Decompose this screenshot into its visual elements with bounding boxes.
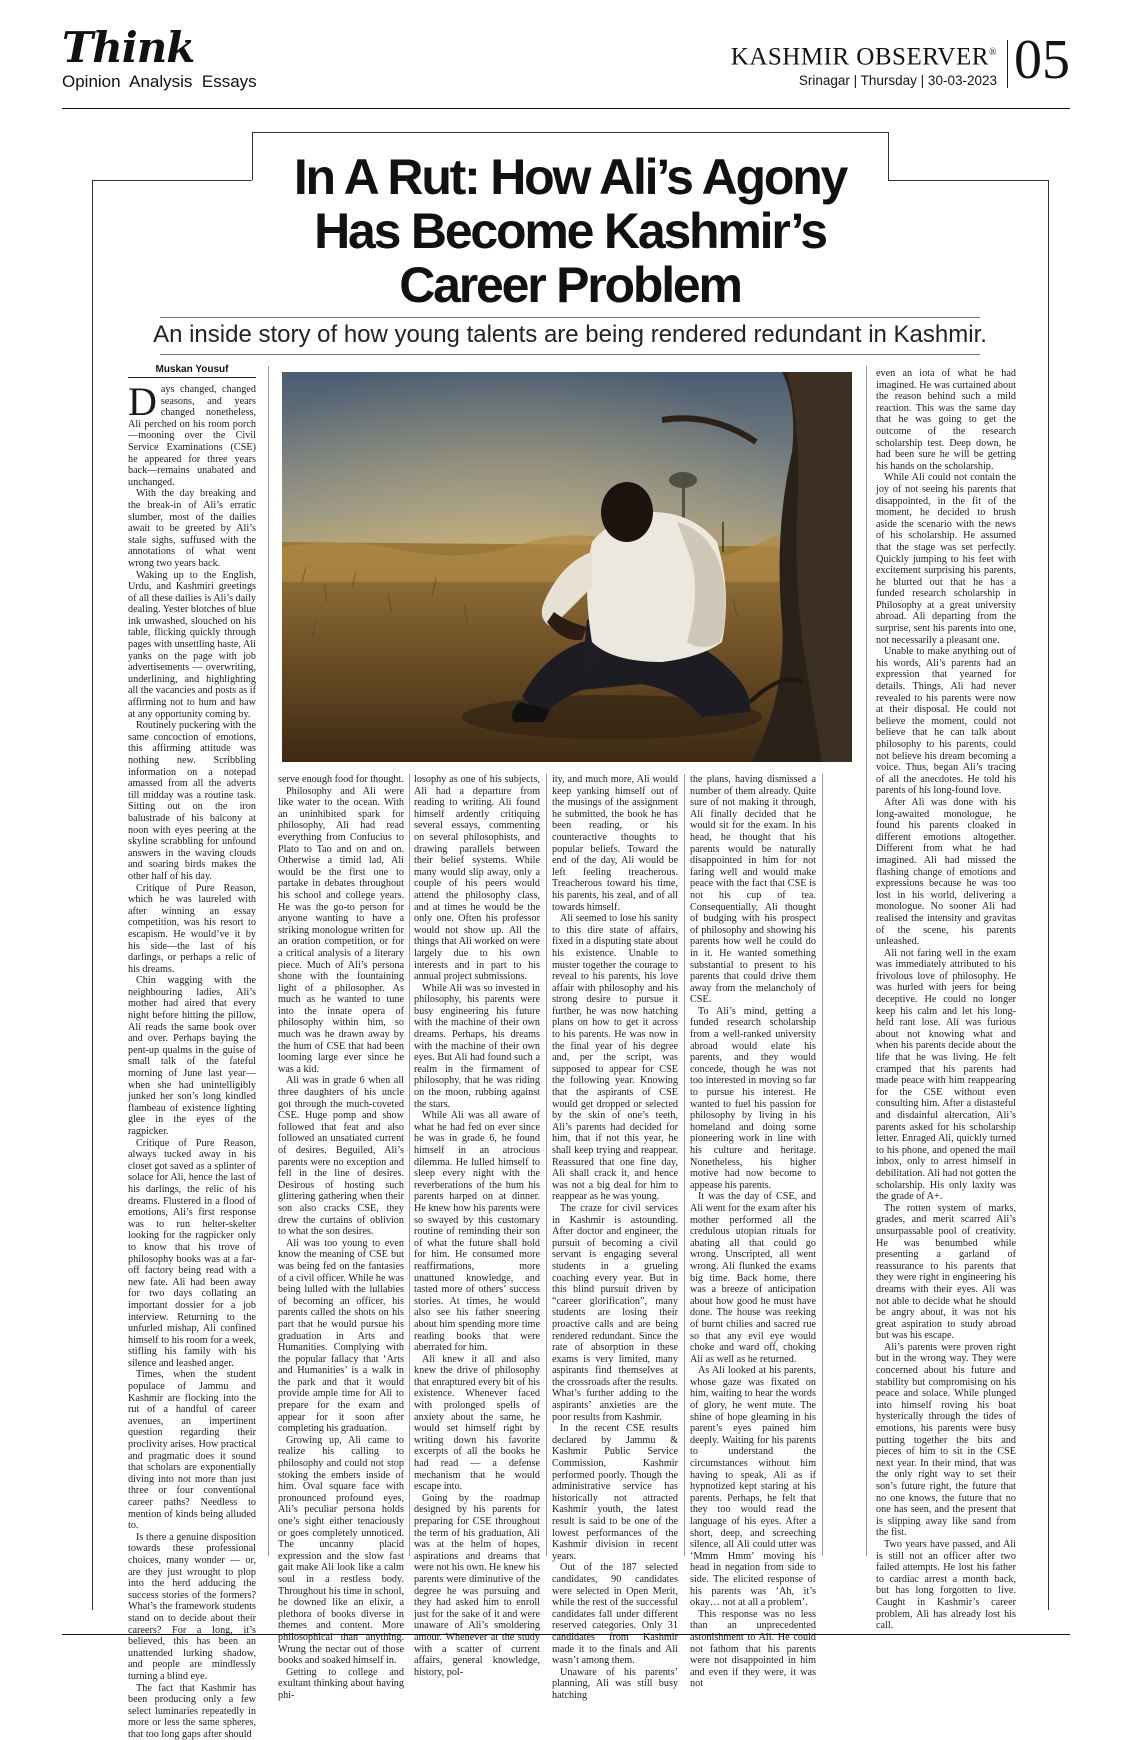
- top-rule: [62, 108, 1070, 109]
- paper-name: KASHMIR OBSERVER®: [731, 40, 997, 70]
- article-paragraph: To Ali’s mind, getting a funded research scholarship from a well-ranked university abroad would elate his parents, and they would concede, though he was not too interested in moving so far to pursue his interest. He wanted to fuel his passion for philosophy by living in his homeland and doing some pioneering work in line with his culture and heritage. Nonetheless, his higher motive had now become to appease his parents.: [690, 1006, 816, 1192]
- article-paragraph: While Ali was so invested in philosophy, his parents were busy engineering his future with the machine of their own dreams. Perhaps, his dreams with the machine of their own eyes. But Ali had found such a realm in the firmament of philosophy, that he was riding on the moon, rubbing against the stars.: [414, 983, 540, 1111]
- article-photo: [282, 372, 852, 762]
- section-masthead: [62, 26, 257, 92]
- frame-line: [252, 132, 888, 133]
- bottom-rule: [62, 1634, 1070, 1635]
- article-paragraph: Ali’s parents were proven right but in the wrong way. They were concerned about his future and stability but compromising on his peace and solace. While plunged into himself roving his boat hysterically through the tides of emotions, his parents were busy putting together the bits and pieces of him to sit in the CSE next year. In their mind, that was the only right way to set their son’s future right, the future that no one knows, the future that no one has seen, and the present that is slipping away like sand from the fist.: [876, 1342, 1016, 1539]
- article-paragraph: even an iota of what he had imagined. He was curtained about the reason behind such a mild reaction. This was the same day that he was going to get the outcome of the research scholarship test. Deep down, he had been sure he will be getting his hands on the scholarship.: [876, 368, 1016, 472]
- headline-line: Has Become Kashmir’s: [314, 203, 826, 259]
- article-paragraph: Critique of Pure Reason, always tucked away in his closet got saved as a splinter of solace for Ali, hence the last of his darlings, the relic of his dreams. Flustered in a flood of emotions, Ali’s first response was to run helter-skelter looking for the ragpicker only to know that his trove of philosophy books was at a far-off factory being read with a new fate. Ali had been away for two days collating an important dossier for a job interview. Returning to the unfurled mishap, Ali confined himself to his room for a week, stifling his family with his silence and leashed anger.: [128, 1138, 256, 1370]
- article-column-3: [414, 774, 540, 1556]
- paper-block: [731, 40, 1008, 88]
- article-column-2: [278, 774, 404, 1556]
- article-paragraph: The fact that Kashmir has been producing only a few select luminaries repeatedly in more or less the same spheres, that too long gaps after should: [128, 1683, 256, 1740]
- article-paragraph: Ali seemed to lose his sanity to this dire state of affairs, fixed in a disputing state about his existence. Unable to muster together the courage to reveal to his parents, his love affair with philosophy and his strong desire to pursue it further, he was now hatching plans on how to get it across to his parents. He was now in the final year of his degree and, per the script, was supposed to appear for CSE the following year. Knowing that the aspirants of CSE would get dropped or selected by the skin of one’s teeth, Ali’s parents had decided for him, that if not this year, he shall keep trying and reappear. Reassured that one fine day, Ali shall crack it, and hence was not a big deal for him to reappear as he was young.: [552, 913, 678, 1203]
- frame-line: [92, 180, 93, 1610]
- article-paragraph: Chin wagging with the neighbouring ladies, Ali’s mother had aired that every night before hitting the pillow, Ali reads the same book over and over. Perhaps baying the pent-up qualms in the guise of small talk of the fateful morning of June last year—when she had unintelligibly junked her son’s long kindled flambeau of existence lighting glee in the eyes of the ragpicker.: [128, 975, 256, 1137]
- dateline: Srinagar | Thursday | 30-03-2023: [731, 73, 997, 88]
- article-paragraph: The rotten system of marks, grades, and merit scarred Ali’s unsurpassable pool of creativity. He was benumbed while presenting a garland of reassurance to his parents that they were right in engineering his dreams with their eyes. Ali was not able to decide what he should be angry about, it was not his great aspiration to study abroad but was his escape.: [876, 1203, 1016, 1342]
- paragraph-text: ays changed, changed seasons, and years changed nonetheless, Ali perched on his room porch—mooning over the Civil Service Examinations (CSE) he appeared for three years back—remains unabated and unchanged.: [128, 384, 256, 488]
- article-paragraph: Routinely puckering with the same concoction of emotions, this affirming attitude was nothing new. Scribbling information on a notepad amassed from all the adverts till midday was a routine task. Sitting out on the iron balustrade of his balcony at noon with eyes peering at the skyline scrabbling for unfound answers in the waving clouds and soaring birds makes the other half of his day.: [128, 720, 256, 882]
- frame-line: [1048, 180, 1049, 1610]
- article-paragraph: Out of the 187 selected candidates, 90 candidates were selected in Open Merit, while the rest of the successful candidates fall under different reserved categories. Only 31 candidates from Kashmir made it to the finals and Ali wasn’t among them.: [552, 1562, 678, 1666]
- deck-rule: [160, 354, 980, 355]
- article-paragraph: It was the day of CSE, and Ali went for the exam after his mother performed all the credulous utopian rituals for abating all that could go wrong. Unscripted, all went wrong. Ali flunked the exams big time. Back home, there was a breeze of anticipation about how good he must have done. The house was reeking of burnt chilies and sacred rue so that any evil eye would choke and ward off, choking Ali as well as he returned.: [690, 1191, 816, 1365]
- article-paragraph: Ali was too young to even know the meaning of CSE but was being fed on the fantasies of a civil officer. While he was being lulled with the lullabies of becoming an officer, his parents called the shots on his part that he would pursue his graduation in Arts and Humanities. Complying with the popular fallacy that ‘Arts and Humanities’ is a walk in the park and that it would provide ample time for Ali to prepare for the exam and appear for it soon after completing his graduation.: [278, 1238, 404, 1435]
- article-paragraph: Critique of Pure Reason, which he was laureled with after winning an essay competition, was his resort to escapism. He would’ve it by his side—the last of his darlings, or perhaps a relic of his dreams.: [128, 883, 256, 976]
- article-paragraph: While Ali was all aware of what he had fed on ever since he was in grade 6, he found himself in an atrocious dilemma. He lulled himself to sleep every night with the reverberations of the hum his parents harped on at dinner. He knew how his parents were so swayed by this customary routine of reminding their son of what the future shall hold for him. He consumed more reaffirmations, more unattuned knowledge, and tasted more of others’ success stories. At times, he would also see his father sneering about him spending more time reading books that were aberrated for him.: [414, 1110, 540, 1353]
- article-paragraph: Ali was in grade 6 when all three daughters of his uncle got through the much-coveted CSE. Huge pomp and show followed that feat and also followed an unsatiated current of desires. Beguiled, Ali’s parents were no exception and fell in the line of desires. Desirous of hosting such glittering gathering when their son also cracks CSE, they drew the curtains of oblivion to what the son desires.: [278, 1075, 404, 1237]
- article-paragraph: With the day breaking and the break-in of Ali’s erratic slumber, most of the dailies await to be greeted by Ali’s stale sighs, suffused with the annotations of what went wrong two years back.: [128, 488, 256, 569]
- article-paragraph: Two years have passed, and Ali is still not an officer after two failed attempts. He lost his father to cardiac arrest a month back, but has long forgotten to live. Caught in Kashmir’s career problem, Ali has already lost his call.: [876, 1539, 1016, 1632]
- article-paragraph: Growing up, Ali came to realize his calling to philosophy and could not stop stoking the embers inside of him. Oval square face with pronounced profound eyes, Ali’s peculiar persona holds one’s sight either tenaciously or goes completely unnoticed. The uncanny placid expression and the slow fast gait make Ali look like a calm soul in a restless body. Throughout his time in school, he downed like an elixir, a plethora of books diverse in themes and content. More philosophical than anything. Wrung the nectar out of those books and soaked himself in.: [278, 1435, 404, 1667]
- article-paragraph: The craze for civil services in Kashmir is astounding. After doctor and engineer, the pursuit of becoming a civil servant is engaging several students in a grueling coaching every year. But in this blind pursuit driven by “career glorification”, many students are losing their proactive calls and are being rendered redundant. Since the rate of absorption in these exams is very limited, many aspirants find themselves at the crossroads after the results. What’s further adding to the aspirants’ anxieties are the poor results from Kashmir.: [552, 1203, 678, 1423]
- article-column-4: [552, 774, 678, 1556]
- article-paragraph: As Ali looked at his parents, whose gaze was fixated on him, waiting to hear the words of glory, he went mute. The shine of hope gleaming in his parent’s eyes pained him deeply. Waiting for his parents to understand the circumstances without him having to speak, Ali as if hypnotized kept staring at his parents. Perhaps, he felt that they too would read the language of his eyes. After a short, deep, and screeching silence, all Ali could utter was ‘Mmm Hmm’ moving his head in negation from side to side. The elicited response of his parents was ‘Ah, it’s okay… not at all a problem’.: [690, 1365, 816, 1608]
- column-separator: [546, 774, 547, 1556]
- photo-illustration: [282, 372, 852, 762]
- article-column-1: [128, 384, 256, 1554]
- article-paragraph: Times, when the student populace of Jammu and Kashmir are flocking into the rut of a handful of career avenues, an impertinent question regarding their proclivity arises. How practical and pragmatic does it sound that scholars are exponentially diving into not more than just three or four conventional career paths? Needless to mention of kinds being alluded to.: [128, 1369, 256, 1531]
- article-paragraph: Getting to college and exultant thinking about having phi-: [278, 1667, 404, 1702]
- article-paragraph: ity, and much more, Ali would keep yanking himself out of the musings of the assignment he submitted, the book he has been reading, or his counteractive thoughts to popular beliefs. Toward the end of the day, Ali would be left feeling treacherous. Treacherous toward his time, his parents, his zeal, and of all towards himself.: [552, 774, 678, 913]
- column-separator: [822, 774, 823, 1556]
- article-paragraph: Philosophy and Ali were like water to the ocean. With an uninhibited spark for philosophy, Ali had read everything from Confucius to Plato to Tao and on and on. Otherwise a timid lad, Ali would be the first one to partake in debates throughout his school and college years. He was the go-to person for anyone wanting to have a striking monologue written for an oration competition, or for a critical analysis of a literary piece. Much of Ali’s persona shone with the fountaining light of a philosopher. As much as he wanted to tune into the innate opera of philosophy within him, so much was he drawn away by the hum of CSE that had been looming large ever since he was a kid.: [278, 786, 404, 1076]
- article-paragraph: In the recent CSE results declared by Jammu & Kashmir Public Service Commission, Kashmir performed poorly. Though the administrative service has historically not attracted Kashmir youth, the latest result is said to be one of the lowest performances of the Kashmir division in recent years.: [552, 1423, 678, 1562]
- byline: Muskan Yousuf: [128, 364, 256, 378]
- article-paragraph: [128, 384, 256, 488]
- article-paragraph: Waking up to the English, Urdu, and Kashmiri greetings of all these dailies is Ali’s daily dealing. Yester blotches of blue ink unwashed, slouched on his table, flicking quickly through pages with unsettling haste, Ali yanks on the page with job advertisements — overwriting, underlining, and highlighting all the vacancies and posts as if affirming not to hum and haw at any opportunity coming by.: [128, 570, 256, 721]
- article-paragraph: Unable to make anything out of his words, Ali’s parents had an expression that yearned for details. Things, Ali had never revealed to his parents were now at their disposal. He could not believe the moment, could not believe that he can talk about philosophy to his parents, could not believe his dream becoming a voice. Thus, began Ali’s tracing of all the anecdotes. He told his parents of his long-found love.: [876, 646, 1016, 797]
- column-separator: [268, 366, 269, 1556]
- headline-line: In A Rut: How Ali’s Agony: [294, 149, 846, 205]
- column-separator: [684, 774, 685, 1556]
- section-title: Think: [62, 26, 257, 70]
- article-paragraph: While Ali could not contain the joy of not seeing his parents that disappointed, in the fit of the moment, he decided to brush aside the scenario with the news of his scholarship. He assumed that the stage was set perfectly. Quickly jumping to his feet with excitement surprising his parents, he blurted out that he has a funded research scholarship in Philosophy at a great university abroad. Ali departing from the surprise, sent his parents into one, not necessarily a pleasant one.: [876, 472, 1016, 646]
- article-paragraph: losophy as one of his subjects, Ali had a departure from reading to writing. Ali found himself ardently critiquing several essays, commenting on several philosophists, and drawing parallels between their belief systems. While many would slip away, only a couple of his peers would attend the philosophy class, and at times he would be the only one. Often his professor would not show up. All the things that Ali worked on were largely due to his own interests and in part to his annual project submissions.: [414, 774, 540, 983]
- paper-masthead: [731, 40, 1070, 88]
- article-paragraph: Ali knew it all and also knew the drive of philosophy that enraptured every bit of his existence. Whenever faced with prolonged spells of anxiety about the same, he would set himself right by writing down his favorite excerpts of all the books he had read — a defense mechanism that he would escape into.: [414, 1354, 540, 1493]
- section-subtitle: Opinion Analysis Essays: [62, 72, 257, 92]
- article-paragraph: After Ali was done with his long-awaited monologue, he found his parents cloaked in different emotions altogether. Different from what he had imagined. Ali had missed the flashing change of emotions and expressions because he was too lost in his world, delivering a monologue. No sooner Ali had realised the intensity and gravitas of the scene, his parents unleashed.: [876, 797, 1016, 948]
- article-paragraph: Going by the roadmap designed by his parents for preparing for CSE throughout the term of his graduation, Ali was at the helm of hopes, aspirations and dreams that were not his own. He knew his parents were diminutive of the degree he was pursuing and they had asked him to enroll just for the sake of it and were unaware of Ali’s smoldering amour. Whenever at the study with a scatter of current affairs, general knowledge, history, pol-: [414, 1493, 540, 1679]
- deck-rule: [160, 317, 980, 318]
- deck: An inside story of how young talents are being rendered redundant in Kashmir.: [140, 319, 1000, 351]
- article-column-6: [876, 368, 1016, 1554]
- article-paragraph: Unaware of his parents’ planning, Ali was still busy hatching: [552, 1667, 678, 1702]
- article-paragraph: Ali not faring well in the exam was immediately attributed to his frivolous love of philosophy. He was hurled with jeers for being deceptive. He could no longer keep his calm and let his long-held rant lose. Ali was furious about not knowing what and when his parents decide about the life that he was living. He felt cramped that his parents had made peace with him reappearing for the CSE without even consulting him. After a distasteful and disdainful altercation, Ali’s parents asked for his scholarship letter. Enraged Ali, quickly turned to his phone, and opened the mail inbox, only to arrest himself in debilitation. Ali had not gotten the scholarship. His only laxity was the grade of A+.: [876, 948, 1016, 1203]
- headline: [190, 150, 950, 312]
- article-paragraph: the plans, having dismissed a number of them already. Quite sure of not making it through, Ali finally decided that he would sit for the exam. In his head, he thought that his parents would be naturally disappointed in him for not faring well and would make peace with the fact that CSE is not his cup of tea. Consequentially, Ali thought of budging with his prospect of philosophy and showing his parents how well he could do in it. He wanted something substantial to present to his parents that could drive them away from the melancholy of CSE.: [690, 774, 816, 1006]
- article-paragraph: Is there a genuine disposition towards these professional choices, many wonder — or, are they just wrought to plop into the herd adducing the success stories of the formers? What’s the framework students stand on to decide about their careers? For a long, it’s believed, this has been an unattended lurking shadow, and people are mindlessly turning a blind eye.: [128, 1532, 256, 1683]
- column-separator: [866, 366, 867, 1556]
- column-separator: [409, 774, 410, 1556]
- trademark: ®: [989, 47, 997, 58]
- headline-line: Career Problem: [399, 257, 741, 313]
- article-paragraph: serve enough food for thought.: [278, 774, 404, 786]
- article-paragraph: This response was no less than an unprecedented astonishment to Ali. He could not fathom that his parents were not disappointed in him and even if they were, it was not: [690, 1609, 816, 1690]
- page-number: 05: [1008, 34, 1070, 88]
- article-column-5: [690, 774, 816, 1556]
- drop-cap: D: [128, 384, 161, 418]
